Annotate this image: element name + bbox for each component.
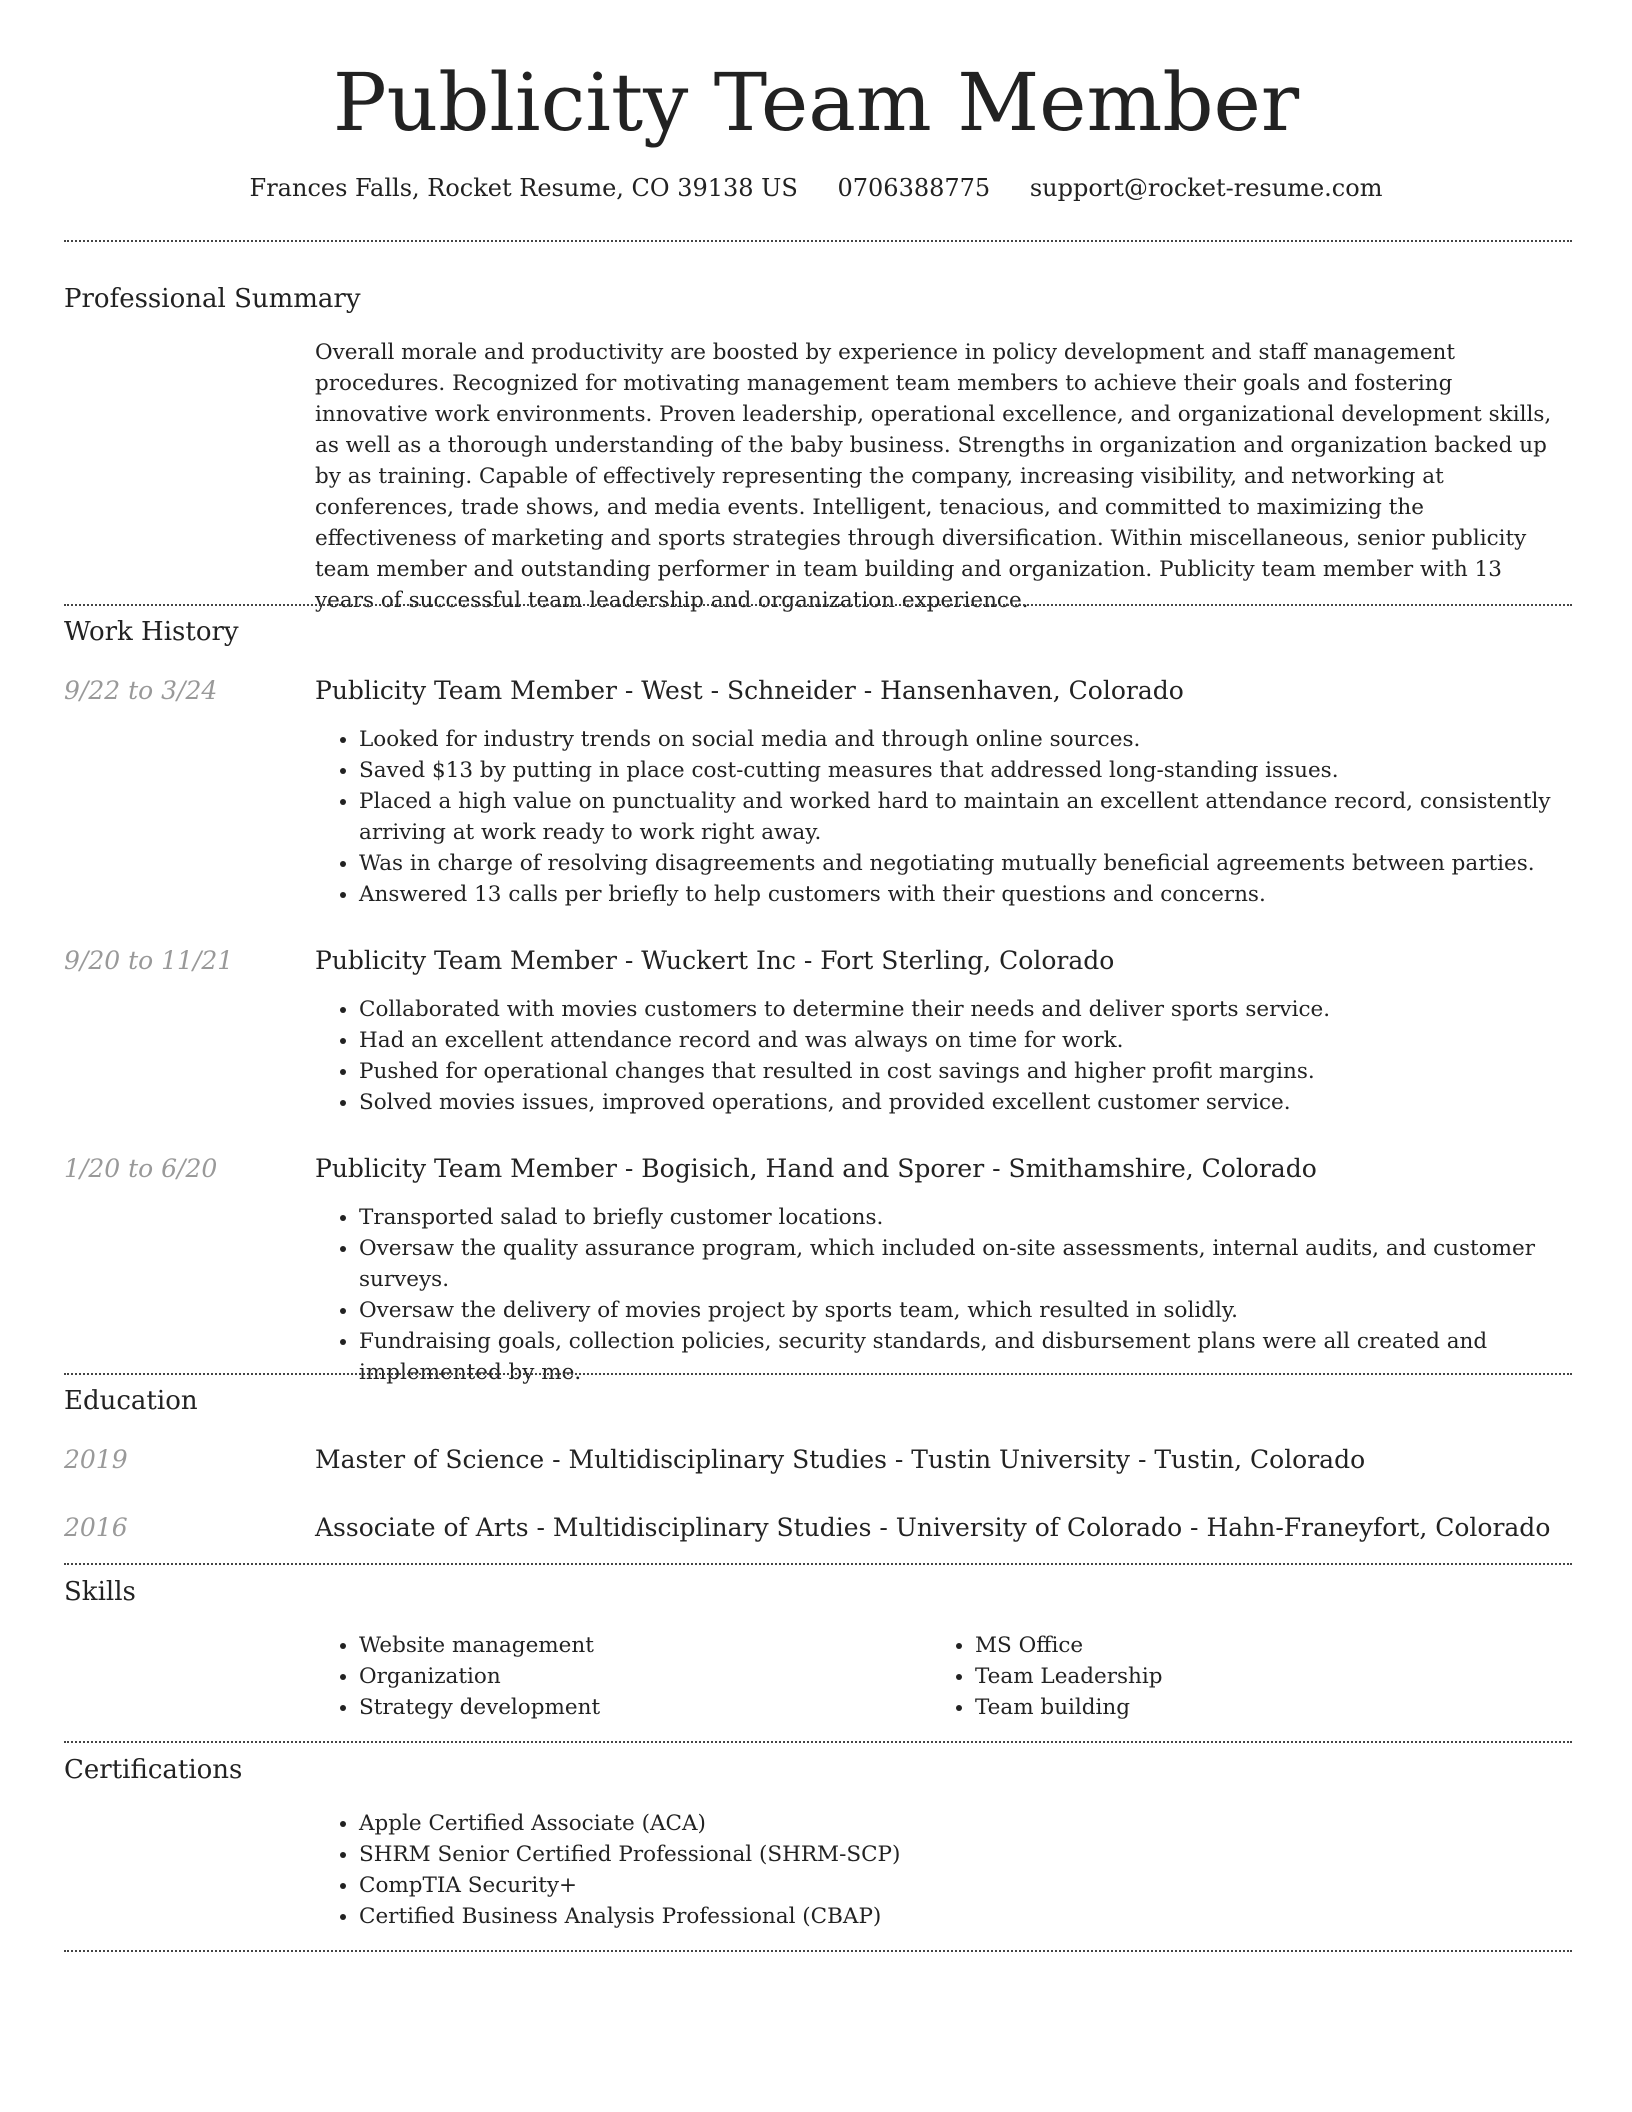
list-item: • Collaborated with movies customers to determine their needs and deliver sports service.: [359, 994, 1577, 1025]
list-item: • Strategy development: [359, 1692, 915, 1723]
contact-line: [0, 170, 1632, 206]
job-heading: Publicity Team Member - Wuckert Inc - Fort Sterling, Colorado: [315, 946, 1115, 975]
list-item: • Oversaw the delivery of movies project by sports team, which resulted in solidly.: [359, 1295, 1577, 1326]
contact-email: support@rocket-resume.com: [1029, 174, 1383, 202]
section-divider: [64, 1741, 1572, 1743]
list-item: • Pushed for operational changes that resulted in cost savings and higher profit margins.: [359, 1056, 1577, 1087]
skills-list-right: [931, 1630, 1531, 1723]
list-item: • Looked for industry trends on social media and through online sources.: [359, 724, 1577, 755]
section-title-summary: Professional Summary: [64, 284, 361, 314]
section-divider: [64, 1563, 1572, 1565]
job-dates: 9/20 to 11/21: [64, 946, 234, 975]
skills-list-left: [315, 1630, 915, 1723]
list-item: • Saved $13 by putting in place cost-cutting measures that addressed long-standing issues.: [359, 755, 1577, 786]
job-heading: Publicity Team Member - Bogisich, Hand and Sporer - Smithamshire, Colorado: [315, 1154, 1317, 1183]
job-bullets: [315, 1202, 1577, 1388]
job-bullets: [315, 994, 1577, 1118]
list-item: • Apple Certified Associate (ACA): [359, 1808, 1577, 1839]
education-year: 2019: [64, 1445, 128, 1474]
education-degree: Associate of Arts - Multidisciplinary Studies - University of Colorado - Hahn-Franeyfort, Colorado: [315, 1513, 1551, 1542]
list-item: • Was in charge of resolving disagreements and negotiating mutually beneficial agreements between parties.: [359, 848, 1577, 879]
list-item: • Transported salad to briefly customer locations.: [359, 1202, 1577, 1233]
education-year: 2016: [64, 1513, 128, 1542]
section-divider: [64, 1373, 1572, 1375]
list-item: • Fundraising goals, collection policies, security standards, and disbursement plans were all created and implemented by me.: [359, 1326, 1577, 1388]
job-bullets: [315, 724, 1577, 910]
certifications-list: [315, 1808, 1577, 1932]
job-dates: 1/20 to 6/20: [64, 1154, 218, 1183]
list-item: • Oversaw the quality assurance program, which included on-site assessments, internal audits, and customer surveys.: [359, 1233, 1577, 1295]
education-degree: Master of Science - Multidisciplinary Studies - Tustin University - Tustin, Colorado: [315, 1445, 1366, 1474]
contact-phone: 0706388775: [837, 174, 991, 202]
list-item: • Answered 13 calls per briefly to help customers with their questions and concerns.: [359, 879, 1577, 910]
summary-text: Overall morale and productivity are boosted by experience in policy development and staff management procedures. Recognized for motivating management team members to achieve their goals and fostering innovative work environments. Proven leadership, operational excellence, and organizational development skills, as well as a thorough understanding of the baby business. Strengths in organization and organization backed up by as training. Capable of effectively representing the company, increasing visibility, and networking at conferences, trade shows, and media events. Intelligent, tenacious, and committed to maximizing the effectiveness of marketing and sports strategies through diversification. Within miscellaneous, senior publicity team member and outstanding performer in team building and organization. Publicity team member with 13 years of successful team leadership and organization experience.: [315, 340, 1552, 613]
section-divider: [64, 240, 1572, 242]
list-item: • CompTIA Security+: [359, 1870, 1577, 1901]
list-item: • Team building: [975, 1692, 1531, 1723]
list-item: • Placed a high value on punctuality and worked hard to maintain an excellent attendance record, consistently arriving at work ready to work right away.: [359, 786, 1577, 848]
list-item: • Team Leadership: [975, 1661, 1531, 1692]
list-item: • Solved movies issues, improved operations, and provided excellent customer service.: [359, 1087, 1577, 1118]
section-divider: [64, 1950, 1572, 1952]
list-item: • Organization: [359, 1661, 915, 1692]
list-item: • Certified Business Analysis Professional (CBAP): [359, 1901, 1577, 1932]
section-title-education: Education: [64, 1386, 198, 1416]
section-divider: [64, 604, 1572, 606]
section-title-work: Work History: [64, 617, 239, 647]
list-item: • MS Office: [975, 1630, 1531, 1661]
contact-address: Frances Falls, Rocket Resume, CO 39138 US: [249, 174, 798, 202]
section-title-certifications: Certifications: [64, 1755, 243, 1785]
resume-title: Publicity Team Member: [332, 56, 1300, 149]
list-item: • Had an excellent attendance record and was always on time for work.: [359, 1025, 1577, 1056]
section-title-skills: Skills: [64, 1577, 136, 1607]
job-dates: 9/22 to 3/24: [64, 676, 218, 705]
list-item: • SHRM Senior Certified Professional (SHRM-SCP): [359, 1839, 1577, 1870]
job-heading: Publicity Team Member - West - Schneider - Hansenhaven, Colorado: [315, 676, 1184, 705]
list-item: • Website management: [359, 1630, 915, 1661]
